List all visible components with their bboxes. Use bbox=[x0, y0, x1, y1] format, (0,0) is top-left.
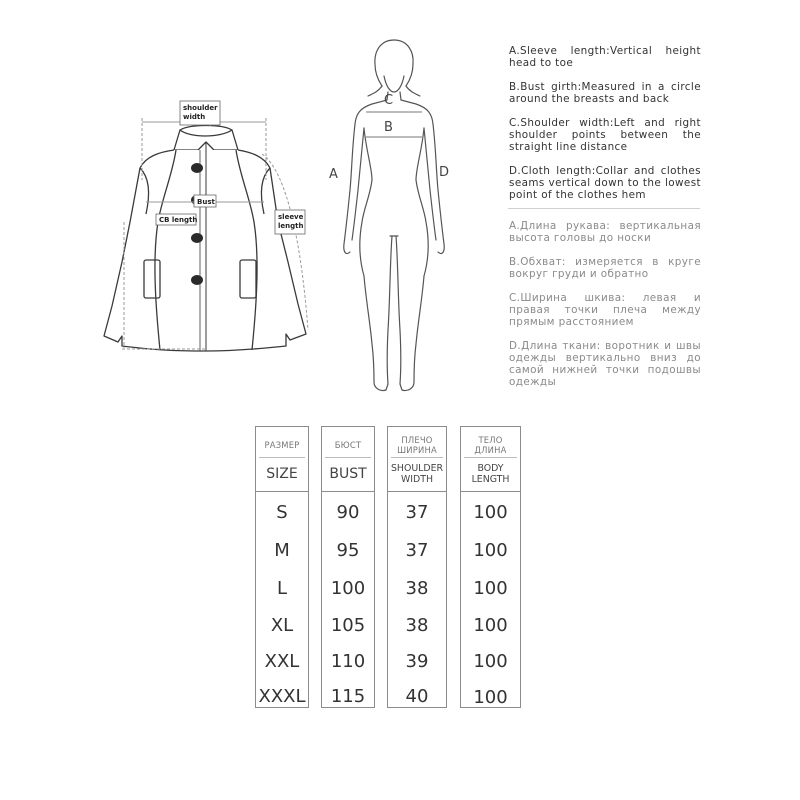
table-cell: M bbox=[274, 539, 290, 561]
table-column-body-length bbox=[460, 426, 521, 708]
header-ru: ТЕЛО ДЛИНА bbox=[464, 432, 517, 458]
column-header bbox=[322, 427, 374, 492]
column-header bbox=[256, 427, 308, 492]
table-cell: 100 bbox=[473, 650, 508, 672]
header-ru: РАЗМЕР bbox=[259, 432, 305, 458]
table-column-shoulder-width bbox=[387, 426, 447, 708]
header-en: BUST bbox=[329, 466, 367, 482]
table-cell: 37 bbox=[405, 501, 429, 523]
header-ru: БЮСТ bbox=[325, 432, 371, 458]
label-bust: Bust bbox=[197, 198, 215, 206]
table-cell: XXXL bbox=[258, 685, 306, 707]
body-label-a: A bbox=[329, 167, 338, 182]
header-en: SIZE bbox=[266, 466, 298, 482]
description-shoulder-width-ru: C.Ширина шкива: левая и правая точки плеча между прямым расстоянием bbox=[509, 292, 701, 328]
description-bust-girth: B.Bust girth:Measured in a circle around the breasts and back bbox=[509, 81, 701, 105]
description-shoulder-width: C.Shoulder width:Left and right shoulder points between the straight line distance bbox=[509, 117, 701, 153]
body-label-d: D bbox=[439, 165, 450, 180]
column-header bbox=[388, 427, 446, 492]
description-divider bbox=[508, 208, 700, 209]
description-sleeve-length: A.Sleeve length:Vertical height head to toe bbox=[509, 45, 701, 69]
header-en: SHOULDER WIDTH bbox=[390, 463, 444, 485]
table-cell: 100 bbox=[473, 501, 508, 523]
table-cell: 37 bbox=[405, 539, 429, 561]
label-cb-length: CB length bbox=[159, 216, 198, 224]
body-silhouette bbox=[320, 35, 460, 400]
table-cell: 105 bbox=[330, 614, 366, 636]
description-sleeve-length-ru: A.Длина рукава: вертикальная высота головы до носки bbox=[509, 220, 701, 244]
table-cell: L bbox=[276, 577, 288, 599]
table-cell: S bbox=[276, 501, 288, 523]
table-cell: 115 bbox=[330, 685, 366, 707]
body-label-b: B bbox=[384, 120, 393, 135]
table-cell: 110 bbox=[330, 650, 366, 672]
header-ru: ПЛЕЧО ШИРИНА bbox=[391, 432, 443, 458]
table-cell: 38 bbox=[405, 614, 429, 636]
label-shoulder-width: shoulder width bbox=[183, 104, 218, 121]
body-label-c: C bbox=[384, 93, 394, 108]
label-sleeve-length: sleeve length bbox=[278, 213, 304, 230]
table-column-size bbox=[255, 426, 309, 708]
table-cell: 100 bbox=[473, 686, 508, 708]
table-cell: 38 bbox=[405, 577, 429, 599]
table-cell: 100 bbox=[473, 614, 508, 636]
table-cell: 39 bbox=[405, 650, 429, 672]
description-cloth-length-ru: D.Длина ткани: воротник и швы одежды вертикально вниз до самой нижней точки подошвы одежды bbox=[509, 340, 701, 388]
table-cell: 95 bbox=[336, 539, 360, 561]
description-bust-girth-ru: B.Обхват: измеряется в круге вокруг груди и обратно bbox=[509, 256, 701, 280]
table-cell: XXL bbox=[264, 650, 300, 672]
table-cell: 100 bbox=[330, 577, 366, 599]
description-cloth-length: D.Cloth length:Collar and clothes seams vertical down to the lowest point of the clothes hem bbox=[509, 165, 701, 201]
table-cell: 100 bbox=[473, 577, 508, 599]
coat-diagram bbox=[100, 95, 330, 360]
table-column-bust bbox=[321, 426, 375, 708]
table-cell: XL bbox=[270, 614, 294, 636]
table-cell: 40 bbox=[405, 685, 429, 707]
header-en: BODY LENGTH bbox=[471, 463, 510, 485]
table-cell: 100 bbox=[473, 539, 508, 561]
table-cell: 90 bbox=[336, 501, 360, 523]
column-header bbox=[461, 427, 520, 492]
